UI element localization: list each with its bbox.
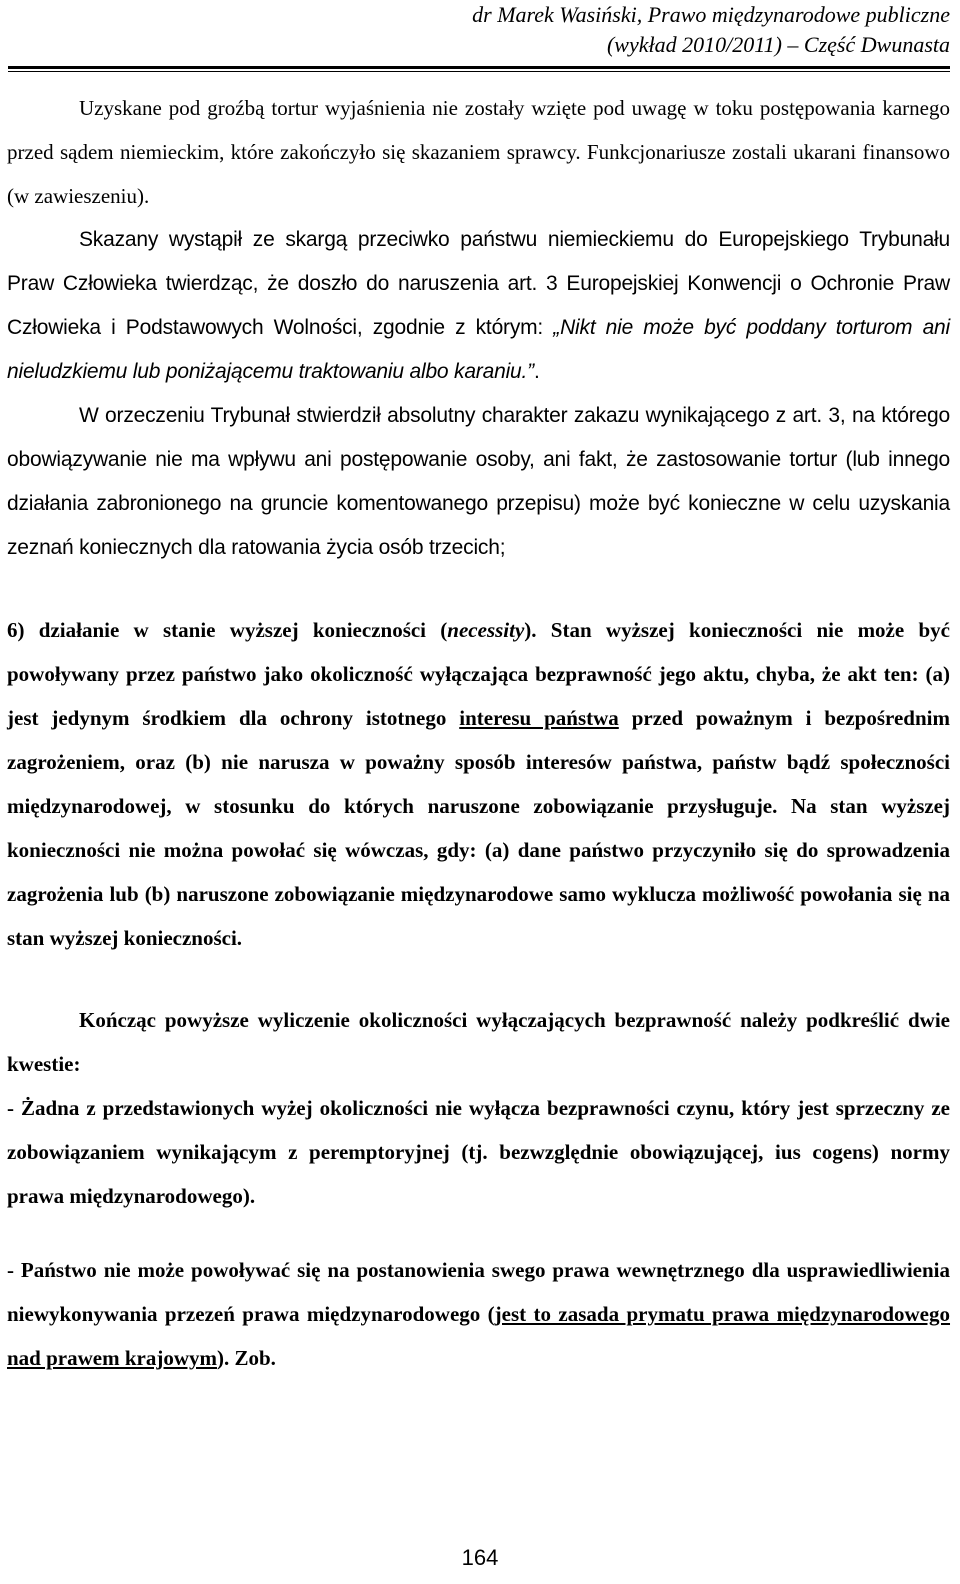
internal-law-text: - Państwo nie może powoływać się na postanowienia swego prawa wewnętrznego dla usprawiedliwienia niewykonywania przezeń prawa międzynarodowego (	[7, 1258, 950, 1326]
paragraph-2	[7, 218, 950, 394]
internal-law-end: ). Zob.	[217, 1346, 276, 1370]
necessity-text-2: przed poważnym i bezpośrednim zagrożeniem, oraz (b) nie narusza w poważny sposób interesów państwa, państw bądź społeczności międzynarodowej, w stosunku do których naruszone zobowiązanie przysługuje. Na stan wyższej konieczności nie można powołać się wówczas, gdy: (a) dane państwo przyczyniło się do sprowadzenia zagrożenia lub (b) naruszone zobowiązanie międzynarodowe samo wyklucza możliwość powołania się na stan wyższej konieczności.	[7, 706, 950, 950]
paragraph-internal-law	[7, 1248, 950, 1380]
spacer	[7, 960, 950, 998]
spacer	[7, 1218, 950, 1248]
paragraph-2-text: Skazany wystąpił ze skargą przeciwko państwu niemieckiemu do Europejskiego Trybunału Praw Człowieka twierdząc, że doszło do naruszenia art. 3 Europejskiej Konwencji o Ochronie Praw Człowieka i Podstawowych Wolności, zgodnie z którym:	[7, 228, 950, 339]
paragraph-ius-cogens: - Żadna z przedstawionych wyżej okoliczności nie wyłącza bezprawności czynu, który jest sprzeczny ze zobowiązaniem wynikającym z peremptoryjnej (tj. bezwzględnie obowiązującej, ius cogens) normy prawa międzynarodowego).	[7, 1096, 950, 1208]
page-number: 164	[461, 1545, 499, 1570]
paragraph-necessity	[7, 608, 950, 960]
paragraph-1: Uzyskane pod groźbą tortur wyjaśnienia nie zostały wzięte pod uwagę w toku postępowania karnego przed sądem niemieckim, które zakończyło się skazaniem sprawcy. Funkcjonariusze zostali ukarani finansowo (w zawieszeniu).	[7, 96, 950, 208]
necessity-text-1: ). Stan wyższej konieczności nie może być powoływany przez państwo jako okoliczność wyłączająca bezprawność jego aktu, chyba, że akt ten: (a) jest jedynym środkiem dla ochrony istotnego	[7, 618, 950, 730]
interesu-panstwa-underlined: interesu państwa	[459, 706, 619, 730]
document-body	[7, 86, 950, 1380]
primacy-principle-underlined: jest to zasada prymatu prawa międzynarodowego nad prawem krajowym	[7, 1302, 951, 1370]
paragraph-3: W orzeczeniu Trybunał stwierdził absolutny charakter zakazu wynikającego z art. 3, na którego obowiązywanie nie ma wpływu ani postępowanie osoby, ani fakt, że zastosowanie tortur (lub innego działania zabronionego na gruncie komentowanego przepisu) może być konieczne w celu uzyskania zeznań koniecznych dla ratowania życia osób trzecich;	[7, 404, 950, 559]
necessity-lead: 6) działanie w stanie wyższej konieczności (	[7, 618, 448, 642]
paragraph-conclusion: Kończąc powyższe wyliczenie okoliczności wyłączających bezprawność należy podkreślić dwie kwestie:	[7, 1008, 950, 1076]
header-line-1: dr Marek Wasiński, Prawo międzynarodowe publiczne	[472, 2, 950, 27]
convention-quote: „Nikt nie może być poddany torturom ani nieludzkiemu lub poniżającemu traktowaniu albo karaniu.”	[7, 316, 950, 383]
spacer	[7, 570, 950, 608]
necessity-term: necessity	[447, 618, 525, 642]
header-rule	[8, 66, 950, 72]
page-header	[250, 0, 950, 60]
paragraph-2-end: .	[533, 360, 540, 383]
header-line-2: (wykład 2010/2011) – Część Dwunasta	[606, 32, 950, 57]
